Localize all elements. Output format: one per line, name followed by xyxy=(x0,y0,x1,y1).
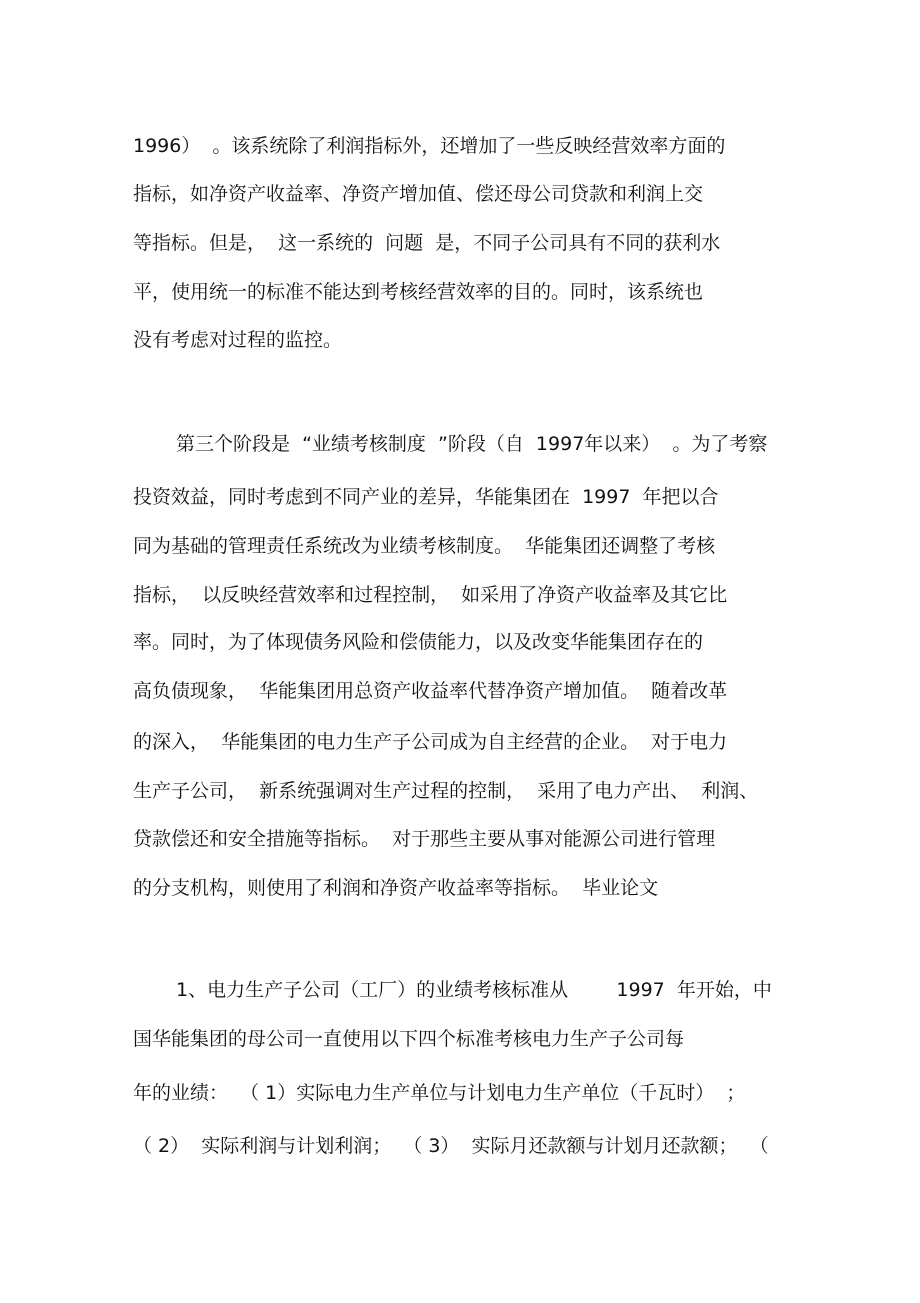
paragraph-2-line-9: 贷款偿还和安全措施等指标。 对于那些主要从事对能源公司进行管理 xyxy=(133,828,716,850)
paragraph-2-line-8: 生产子公司， 新系统强调对生产过程的控制， 采用了电力产出、 利润、 xyxy=(133,780,759,802)
paragraph-2-line-3: 同为基础的管理责任系统改为业绩考核制度。 华能集团还调整了考核 xyxy=(133,535,716,557)
paragraph-2-line-4: 指标， 以反映经营效率和过程控制， 如采用了净资产收益率及其它比 xyxy=(133,584,728,606)
paragraph-1-line-5: 没有考虑对过程的监控。 xyxy=(133,329,343,351)
paragraph-2-line-5: 率。同时，为了体现债务风险和偿债能力，以及改变华能集团存在的 xyxy=(133,631,704,653)
paragraph-2-line-7: 的深入， 华能集团的电力生产子公司成为自主经营的企业。 对于电力 xyxy=(133,731,728,753)
paragraph-3-line-1: 1、电力生产子公司（工厂）的业绩考核标准从 1997 年开始，中 xyxy=(176,979,772,1001)
paragraph-3-line-4: （ 2） 实际利润与计划利润； （ 3） 实际月还款额与计划月还款额； （ xyxy=(133,1135,769,1157)
paragraph-1-line-3: 等指标。但是， 这一系统的 问题 是，不同子公司具有不同的获利水 xyxy=(133,232,721,254)
paragraph-3-line-3: 年的业绩： （ 1）实际电力生产单位与计划电力生产单位（千瓦时） ； xyxy=(133,1082,746,1104)
paragraph-2-line-1: 第三个阶段是 “业绩考核制度 ”阶段（自 1997年以来） 。为了考察 xyxy=(176,433,768,455)
paragraph-2-line-6: 高负债现象， 华能集团用总资产收益率代替净资产增加值。 随着改革 xyxy=(133,680,728,702)
paragraph-1-line-2: 指标，如净资产收益率、净资产增加值、偿还母公司贷款和利润上交 xyxy=(133,183,704,205)
paragraph-3-line-2: 国华能集团的母公司一直使用以下四个标准考核电力生产子公司每 xyxy=(133,1028,685,1050)
paragraph-1-line-1: 1996） 。该系统除了利润指标外，还增加了一些反映经营效率方面的 xyxy=(133,135,726,157)
paragraph-2-line-10: 的分支机构，则使用了利润和净资产收益率等指标。 毕业论文 xyxy=(133,877,659,899)
paragraph-1-line-4: 平，使用统一的标准不能达到考核经营效率的目的。同时，该系统也 xyxy=(133,281,704,303)
paragraph-2-line-2: 投资效益，同时考虑到不同产业的差异，华能集团在 1997 年把以合 xyxy=(133,486,719,508)
